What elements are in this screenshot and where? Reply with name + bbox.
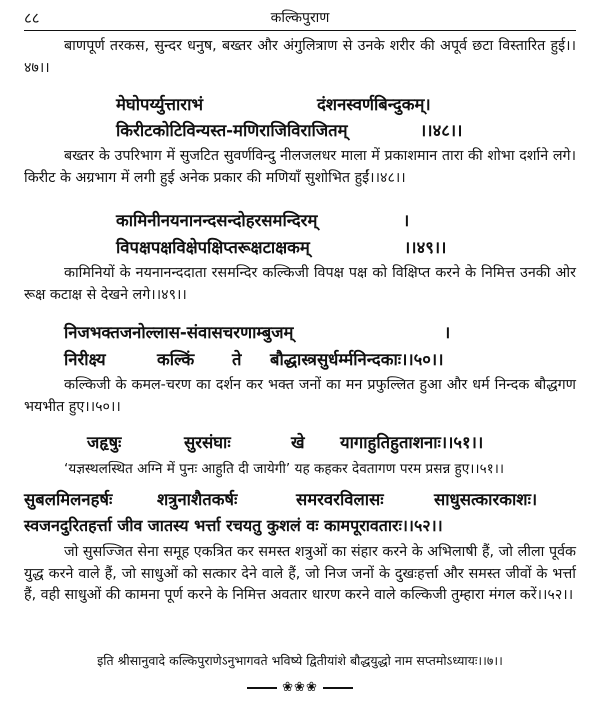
verse-49-number: ।।४९।। (404, 238, 447, 257)
verse-50-line-2-c: ते (232, 350, 242, 369)
verse-52-line-1-c: समरवरविलासः (296, 490, 384, 509)
paragraph-47: बाणपूर्ण तरकस, सुन्दर धनुष, बख्तर और अंगुलित्राण से उनके शरीर की अपूर्व छटा विस्तारित हुई।।४७।। (24, 38, 576, 76)
paragraph-51: ‘यज्ञस्थलस्थित अग्नि में पुनः आहुति दी जायेगी’ यह कहकर देवतागण परम प्रसन्न हुए।।५१।। (64, 461, 505, 477)
paragraph-48: बख्तर के उपरिभाग में सुजटित सुवर्णविन्दु नीलजलधर माला में प्रकाशमान तारा की शोभा दर्शाने लगे। किरीट के अग्रभाग में लगी हुई अनेक प्रकार की मणियाँ सुशोभित हुईं।।४८।। (24, 148, 576, 186)
chapter-colophon: इति श्रीसानुवादे कल्किपुराणेऽनुभागवते भविष्ये द्वितीयांशे बौद्धयुद्धो नाम सप्तमोऽध्यायः।।७।। (97, 653, 503, 668)
verse-50-line-2-a: निरीक्ष्य (64, 350, 106, 369)
verse-52-line-1-b: शत्रुनाशैतकर्षः (157, 490, 238, 509)
verse-51-word-1: जहृषुः (87, 433, 122, 452)
verse-51-word-3: खे (291, 433, 305, 452)
verse-50-line-2-b: कल्किं (157, 350, 195, 369)
verse-49-line-1-danda: । (403, 211, 410, 230)
verse-50-line-1: निजभक्तजनोल्लास-संवासचरणाम्बुजम् (64, 323, 294, 342)
verse-50-line-1-danda: । (444, 323, 451, 342)
ornament-flourish: ❀❀❀ (282, 680, 318, 695)
verse-49-line-1: कामिनीनयनानन्दसन्दोहरसमन्दिरम् (116, 211, 318, 230)
end-ornament (0, 680, 600, 695)
verse-49-line-2: विपक्षपक्षविक्षेपक्षिप्तरूक्षटाक्षकम् (116, 238, 310, 257)
verse-52-line-1-d: साधुसत्कारकाशः। (434, 490, 538, 509)
verse-48-line-1-a: मेघोपर्य्युत्ताराभं (116, 95, 204, 114)
verse-51-word-2: सुरसंघाः (184, 433, 231, 452)
paragraph-52: जो सुसज्जित सेना समूह एकत्रित कर समस्त शत्रुओं का संहार करने के अभिलाषी हैं, जो लीला पूर्वक युद्ध करने वाले हैं, जो साधुओं को सत्कार देने वाले हैं, जो निज जनों के दुखःहर्त्ता और समस्त जीवों के भर्त्ता हैं, वही साधुओं की कामना पूर्ण करने के निमित्त अवतार धारण करने वाले कल्किजी तुम्हारा मंगल करें।।५२।। (24, 544, 576, 603)
verse-50-line-2-d: बौद्धास्त्रसुर्धर्म्मनिन्दकाः।।५०।। (270, 350, 444, 369)
verse-48-number: ।।४८।। (420, 121, 463, 140)
verse-52-line-2: स्वजनदुरितहर्त्ता जीव जातस्य भर्त्ता रचयतु कुशलं वः कामपूरावतारः।।५२।। (24, 516, 443, 535)
verse-51-word-4: यागाहुतिहुताशनाः।।५१।। (340, 433, 484, 452)
verse-52-line-1-a: सुबलमिलनहर्षः (24, 490, 113, 509)
verse-48-line-2: किरीटकोटिविन्यस्त-मणिराजिविराजितम् (116, 121, 348, 140)
paragraph-50: कल्किजी के कमल-चरण का दर्शन कर भक्त जनों का मन प्रफुल्लित हुआ और धर्म निन्दक बौद्धगण भयभीत हुए।।५०।। (24, 377, 576, 415)
running-title: कल्किपुराण (270, 10, 330, 26)
ornament-rule-right (323, 687, 353, 689)
header-rule (24, 30, 576, 31)
paragraph-49: कामिनियों के नयनानन्ददाता रसमन्दिर कल्किजी विपक्ष पक्ष को विक्षिप्त करने के निमित्त उनकी ओर रूक्ष कटाक्ष से देखने लगे।।४९।। (24, 265, 576, 303)
page-number: ८८ (24, 9, 40, 27)
verse-48-line-1-b: दंशनस्वर्णबिन्दुकम्। (317, 95, 431, 114)
ornament-rule-left (247, 687, 277, 689)
